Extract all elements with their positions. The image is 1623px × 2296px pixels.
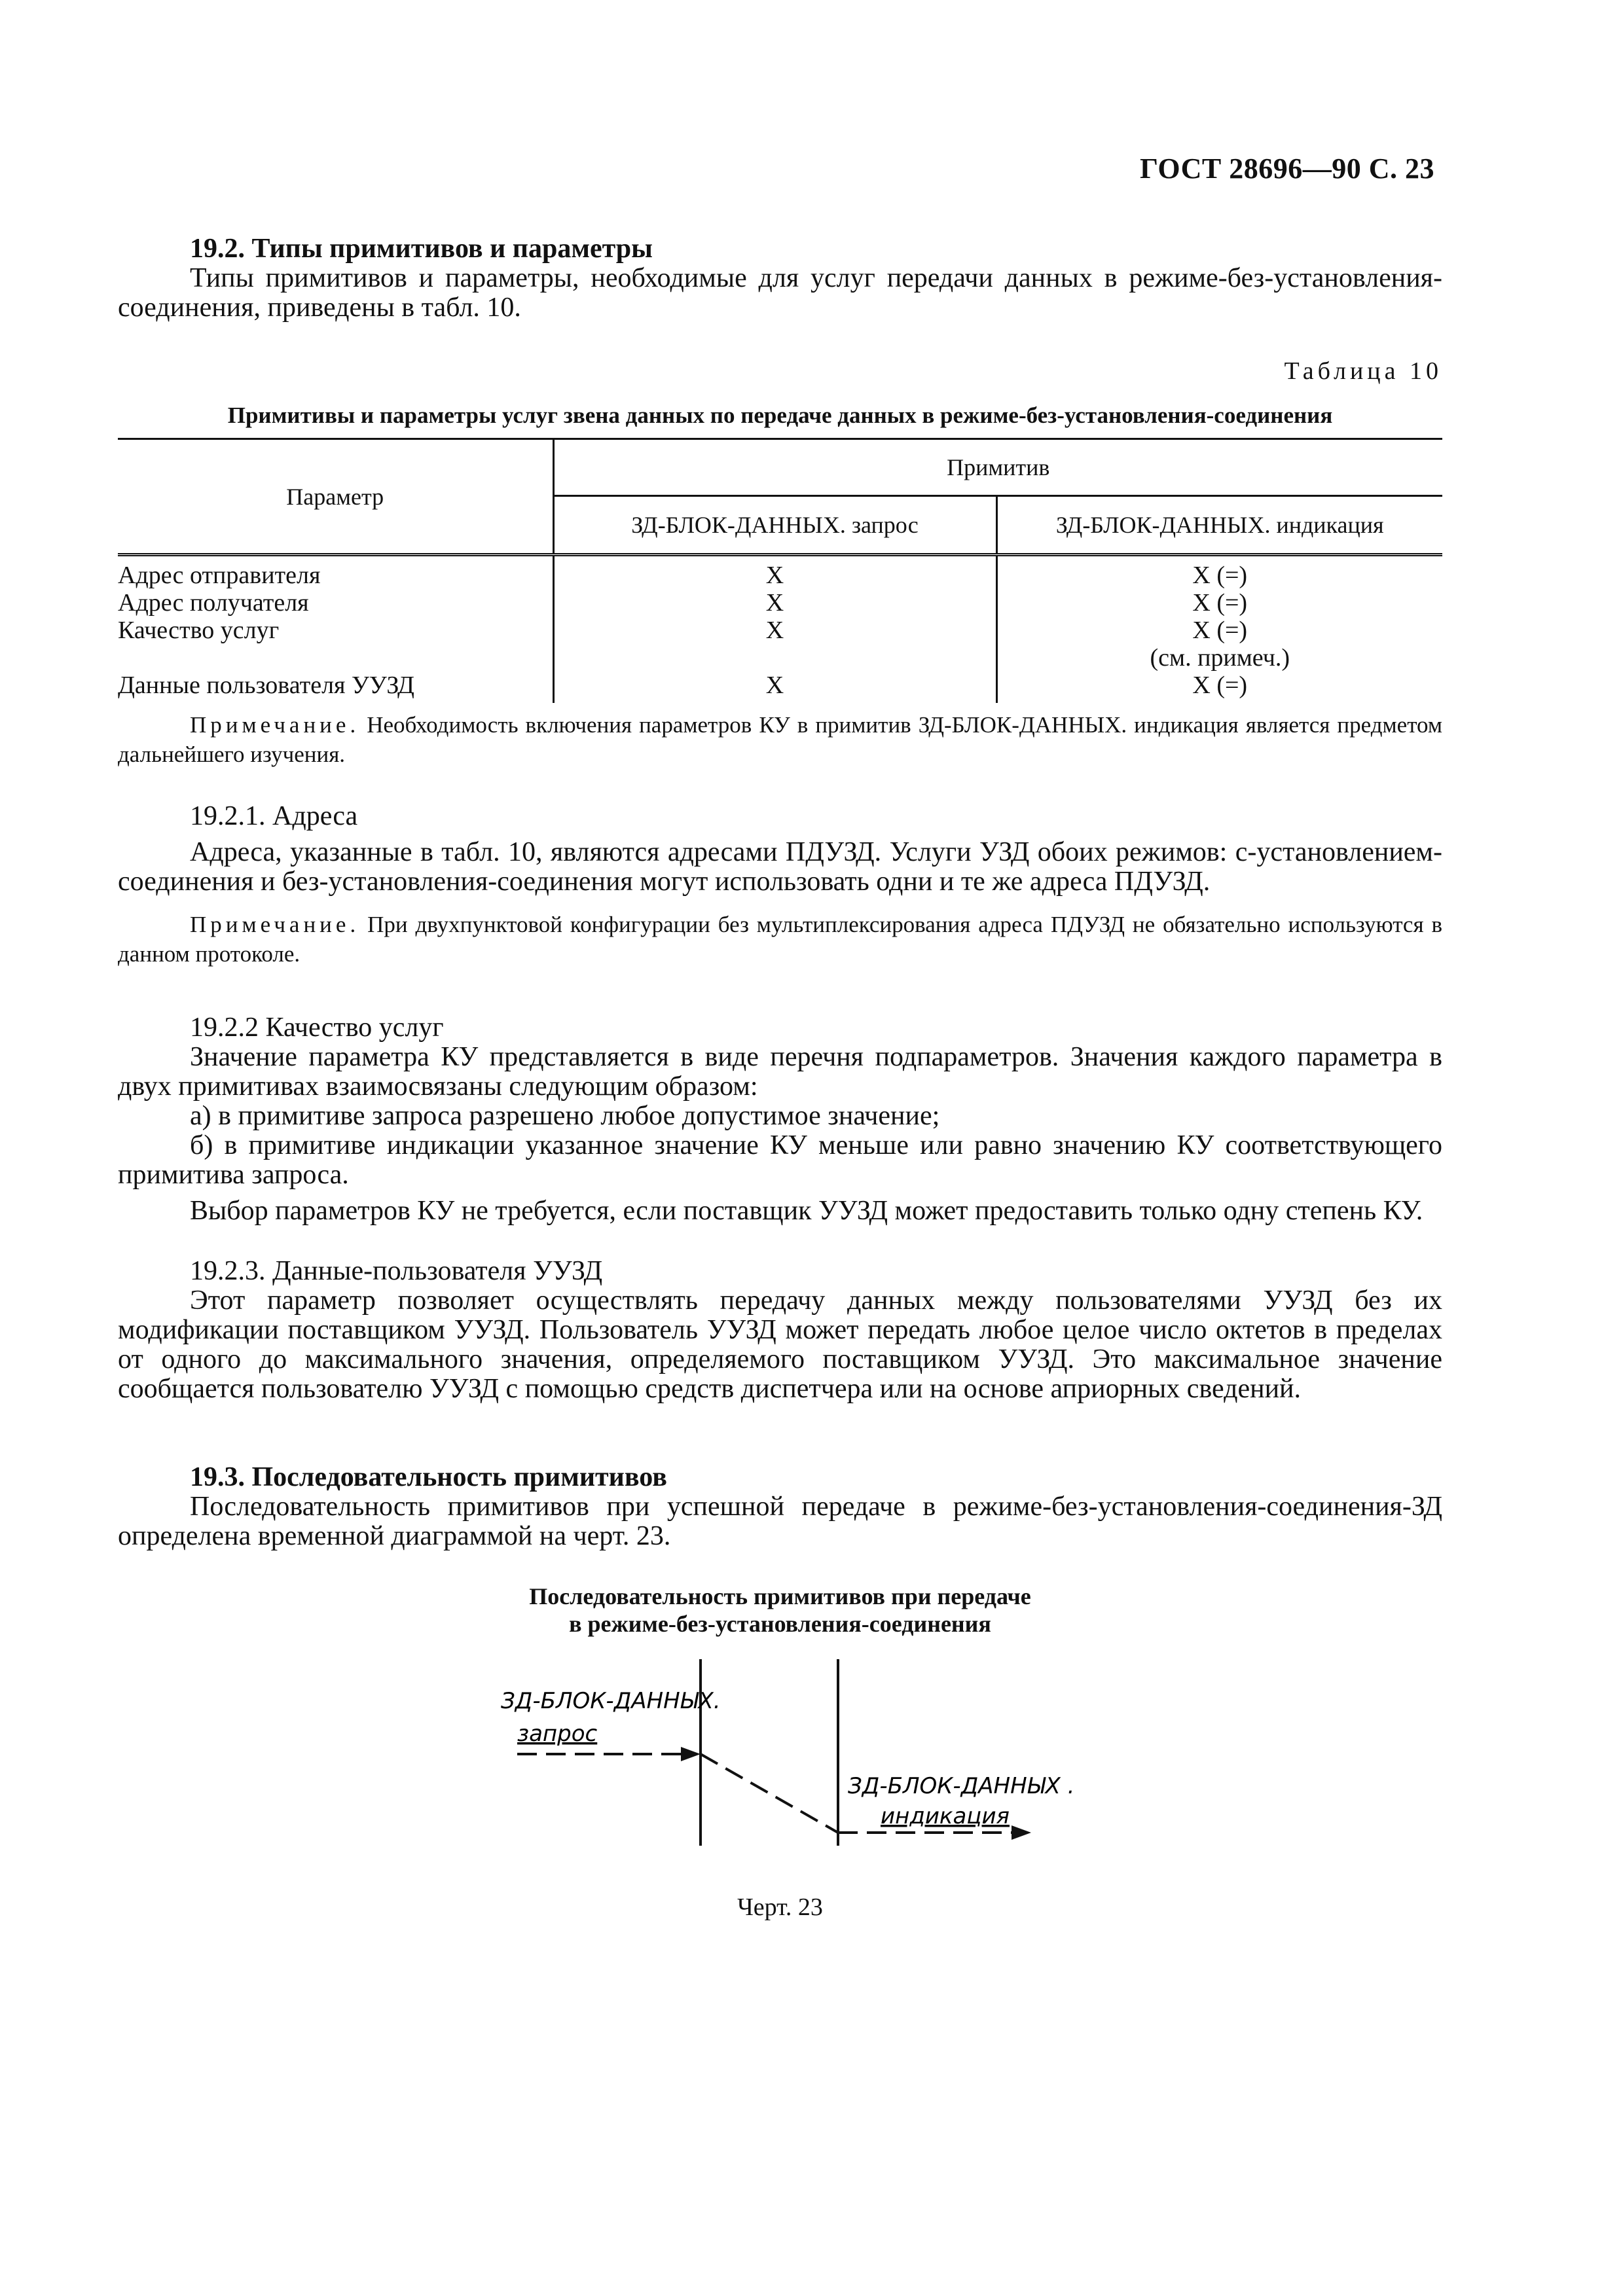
figure-title-line-1: Последовательность примитивов при передаче xyxy=(529,1583,1031,1609)
cell-indication: X (=) xyxy=(996,555,1442,590)
section-19-2-1-text: Адреса, указанные в табл. 10, являются адресами ПДУЗД. Услуги УЗД обоих режимов: с-установлением-соединения и без-установления-соединения могут использовать одни и те же адреса ПДУЗД. xyxy=(118,837,1442,897)
note-label: Примечание. xyxy=(190,712,360,738)
cell-indication: X (=) xyxy=(996,589,1442,617)
transfer-line xyxy=(701,1754,838,1833)
table-label: Таблица 10 xyxy=(1284,357,1442,385)
request-label-line-2: запрос xyxy=(517,1721,598,1747)
indication-label-line-1: ЗД-БЛОК-ДАННЫХ . xyxy=(848,1773,1075,1799)
figure-caption: Черт. 23 xyxy=(737,1893,823,1921)
list-item-a: а) в примитиве запроса разрешено любое допустимое значение; xyxy=(190,1101,940,1131)
indication-arrow-head-icon xyxy=(1012,1825,1031,1840)
section-heading-19-2-3: 19.2.3. Данные-пользователя УУЗД xyxy=(190,1256,603,1286)
cell-request: X xyxy=(553,589,996,617)
cell-param: Адрес отправителя xyxy=(118,562,321,589)
cell-indication-note: (см. примеч.) xyxy=(1150,644,1290,672)
document-code-header: ГОСТ 28696—90 С. 23 xyxy=(1139,152,1434,185)
section-heading-19-2: 19.2. Типы примитивов и параметры xyxy=(190,234,653,264)
note-text: При двухпунктовой конфигурации без мультиплексирования адреса ПДУЗД не обязательно используются в данном протоколе. xyxy=(118,912,1442,967)
cell-request: X xyxy=(553,617,996,672)
header-request: ЗД-БЛОК-ДАННЫХ. запрос xyxy=(553,496,996,555)
figure-title-line-2: в режиме-без-установления-соединения xyxy=(569,1611,991,1637)
section-19-3-text: Последовательность примитивов при успешной передаче в режиме-без-установления-соединения-ЗД определена временной диаграммой на черт. 23. xyxy=(118,1492,1442,1551)
header-primitive: Примитив xyxy=(553,439,1442,496)
section-19-2-3-text: Этот параметр позволяет осуществлять передачу данных между пользователями УУЗД без их модификации поставщиком УУЗД. Пользователь УУЗД может передать любое целое число октетов в пределах от одного до максимального значения, определяемого поставщиком УУЗД. Это максимальное значение сообщается пользователю УУЗД с помощью средств диспетчера или на основе априорных сведений. xyxy=(118,1285,1442,1404)
section-19-2-2-text2: Выбор параметров КУ не требуется, если поставщик УУЗД может предоставить только одну степень КУ. xyxy=(190,1196,1423,1226)
header-indication: ЗД-БЛОК-ДАННЫХ. индикация xyxy=(996,496,1442,555)
section-heading-19-2-2: 19.2.2 Качество услуг xyxy=(190,1013,444,1043)
section-heading-19-3: 19.3. Последовательность примитивов xyxy=(190,1462,667,1492)
cell-indication: X (=) xyxy=(996,672,1442,703)
list-item-b: б) в примитиве индикации указанное значение КУ меньше или равно значению КУ соответствующего примитива запроса. xyxy=(118,1130,1442,1190)
cell-request: X xyxy=(553,672,996,703)
cell-request: X xyxy=(553,555,996,590)
note-text: Необходимость включения параметров КУ в примитив ЗД-БЛОК-ДАННЫХ. индикация является предметом дальнейшего изучения. xyxy=(118,712,1443,767)
section-19-2-2-text: Значение параметра КУ представляется в виде перечня подпараметров. Значения каждого параметра в двух примитивах взаимосвязаны следующим образом: xyxy=(118,1042,1442,1102)
section-19-2-intro: Типы примитивов и параметры, необходимые для услуг передачи данных в режиме-без-установления-соединения, приведены в табл. 10. xyxy=(118,263,1442,323)
indication-label-line-2: индикация xyxy=(881,1803,1010,1829)
cell-param: Данные пользователя УУЗД xyxy=(118,672,414,699)
cell-param: Адрес получателя xyxy=(118,589,309,617)
section-heading-19-2-1: 19.2.1. Адреса xyxy=(190,801,358,831)
cell-param: Качество услуг xyxy=(118,617,280,644)
header-parameter: Параметр xyxy=(118,439,553,555)
table-title: Примитивы и параметры услуг звена данных по передаче данных в режиме-без-установления-соединения xyxy=(227,403,1333,428)
figure-caption-block xyxy=(118,1893,1442,1922)
request-arrow-head-icon xyxy=(681,1747,701,1761)
request-label-line-1: ЗД-БЛОК-ДАННЫХ. xyxy=(501,1688,721,1714)
cell-indication-value: X (=) xyxy=(1192,617,1248,644)
note-label: Примечание. xyxy=(190,912,360,937)
